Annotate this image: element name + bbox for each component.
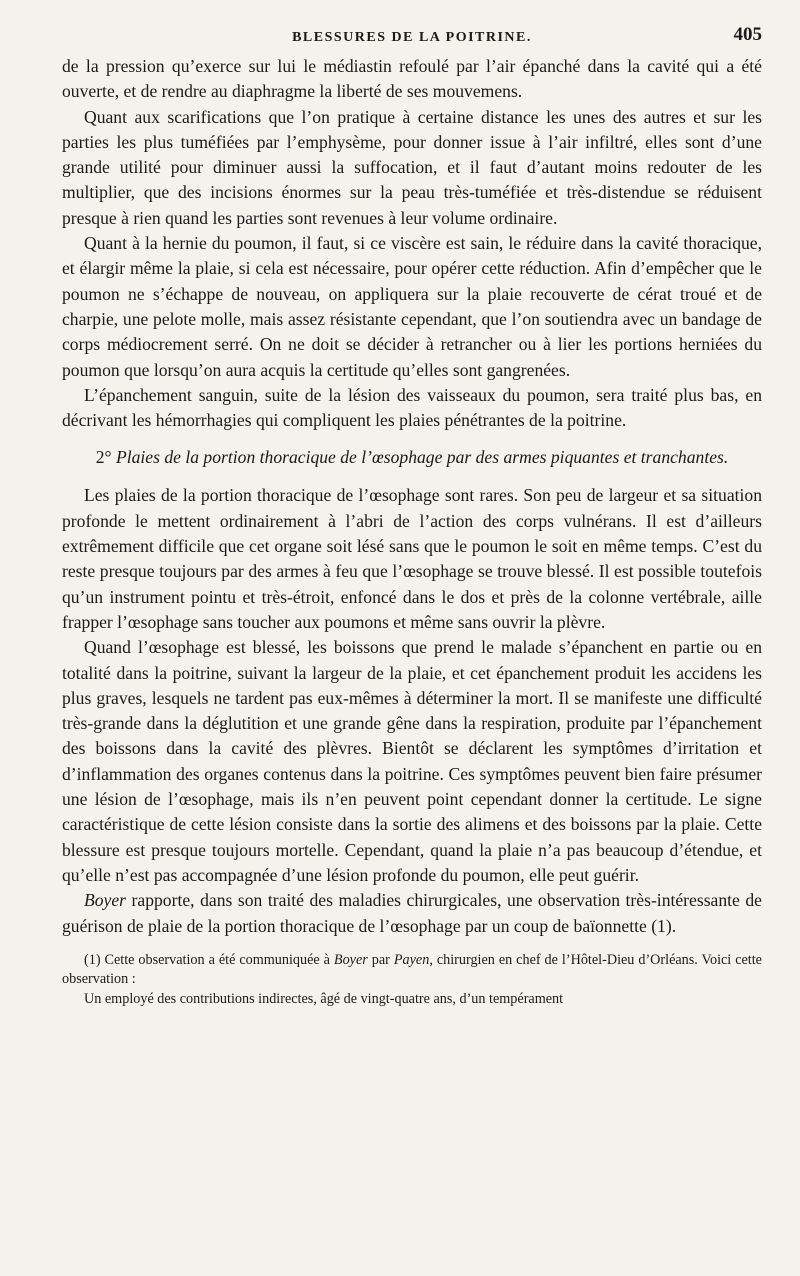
page-number: 405 [733,24,762,45]
footnote-surgeon: Payen [393,951,430,968]
section-number: 2° [95,447,112,468]
paragraph-boyer-text: rapporte, dans son traité des maladies chirurgicales, une observation très-intéressante de guérison de plaie de la portion thoracique de l’œsophage par un coup de baïonnette (1). [62,890,762,936]
paragraph-epanchement: L’épanchement sanguin, suite de la lésion des vaisseaux du poumon, sera traité plus bas, en décrivant les hémorrhagies qui compliquent les plaies pénétrantes de la poitrine. [62,384,762,431]
body-text [62,54,762,939]
footnote [62,951,762,990]
book-page [62,24,762,1009]
paragraph-boyer [62,888,762,939]
section-title: Plaies de la portion thoracique de l’œsophage par des armes piquantes et tranchantes. [115,447,729,468]
footnote-text: par [367,951,394,968]
paragraph-oesophage-rares: Les plaies de la portion thoracique de l’œsophage sont rares. Son peu de largeur et sa situation profonde le mettent ordinairement à l’abri de l’action des corps vulnérans. Il est d’ailleurs extrêmement difficile que cet organe soit lésé sans que le poumon le soit en même temps. C’est du reste presque toujours par des armes à feu que l’œsophage se trouve blessé. Il est possible toutefois qu’un instrument pointu et très-étroit, enfoncé dans le dos et près de la colonne vertébrale, aille frapper l’œsophage sans toucher aux poumons et même sans ouvrir la plèvre. [62,485,762,632]
footnotes [62,951,762,1010]
paragraph-continuation: de la pression qu’exerce sur lui le médiastin refoulé par l’air épanché dans la cavité qui a été ouverte, et de rendre au diaphragme la liberté de ses mouvemens. [62,56,762,102]
section-heading [62,445,762,469]
footnote-text: Cette observation a été communiquée à [100,951,334,968]
paragraph-hernie-poumon: Quant à la hernie du poumon, il faut, si ce viscère est sain, le réduire dans la cavité thoracique, et élargir même la plaie, si cela est nécessaire, pour opérer cette réduction. Afin d’empêcher que le poumon ne s’échappe de nouveau, on appliquera sur la plaie recouverte de cérat troué et de charpie, une pelote molle, mais assez résistante cependant, que l’on soutiendra avec un bandage de corps médiocrement serré. On ne doit se décider à retrancher ou à lier les portions herniées du poumon que lorsqu’on aura acquis la certitude qu’elles sont gangrenées. [62,233,762,380]
footnote-text: , chirurgien en chef de l’Hôtel-Dieu d’Orléans. Voici cette observation : [62,951,762,988]
footnote-author: Boyer [333,951,368,968]
footnote-continuation: Un employé des contributions indirectes, âgé de vingt-quatre ans, d’un tempérament [84,990,564,1007]
running-header [62,24,762,54]
paragraph-scarifications: Quant aux scarifications que l’on pratique à certaine distance les unes des autres et sur les parties les plus tuméfiées par l’emphysème, pour donner issue à l’air infiltré, elles sont d’une grande utilité pour diminuer aussi la suffocation, et il faut d’autant moins redouter de les multiplier, que des incisions énormes sur la peau très-tuméfiée et très-distendue se réduisent presque à rien quand les parties sont revenues à leur volume ordinaire. [62,106,762,228]
footnote-marker: (1) [84,951,101,968]
author-name: Boyer [84,890,127,911]
running-title: BLESSURES DE LA POITRINE. [292,30,532,45]
paragraph-oesophage-blesse: Quand l’œsophage est blessé, les boissons que prend le malade s’épanchent en partie ou en totalité dans la poitrine, suivant la largeur de la plaie, et cet épanchement produit les accidens les plus graves, lesquels ne tardent pas eux-mêmes à déterminer la mort. Il se manifeste une difficulté très-grande dans la déglutition et une grande gêne dans la respiration, produite par l’épanchement des boissons dans la cavité des plèvres. Bientôt se déclarent les symptômes d’irritation et d’inflammation des organes contenus dans la poitrine. Ces symptômes peuvent bien faire présumer une lésion de l’œsophage, mais ils n’en peuvent point cependant donner la certitude. Le signe caractéristique de cette lésion consiste dans la sortie des alimens et des boissons par la plaie. Cette blessure est presque toujours mortelle. Cependant, quand la plaie n’a pas beaucoup d’étendue, et qu’elle n’est pas accompagnée d’une lésion profonde du poumon, elle peut guérir. [62,637,762,885]
